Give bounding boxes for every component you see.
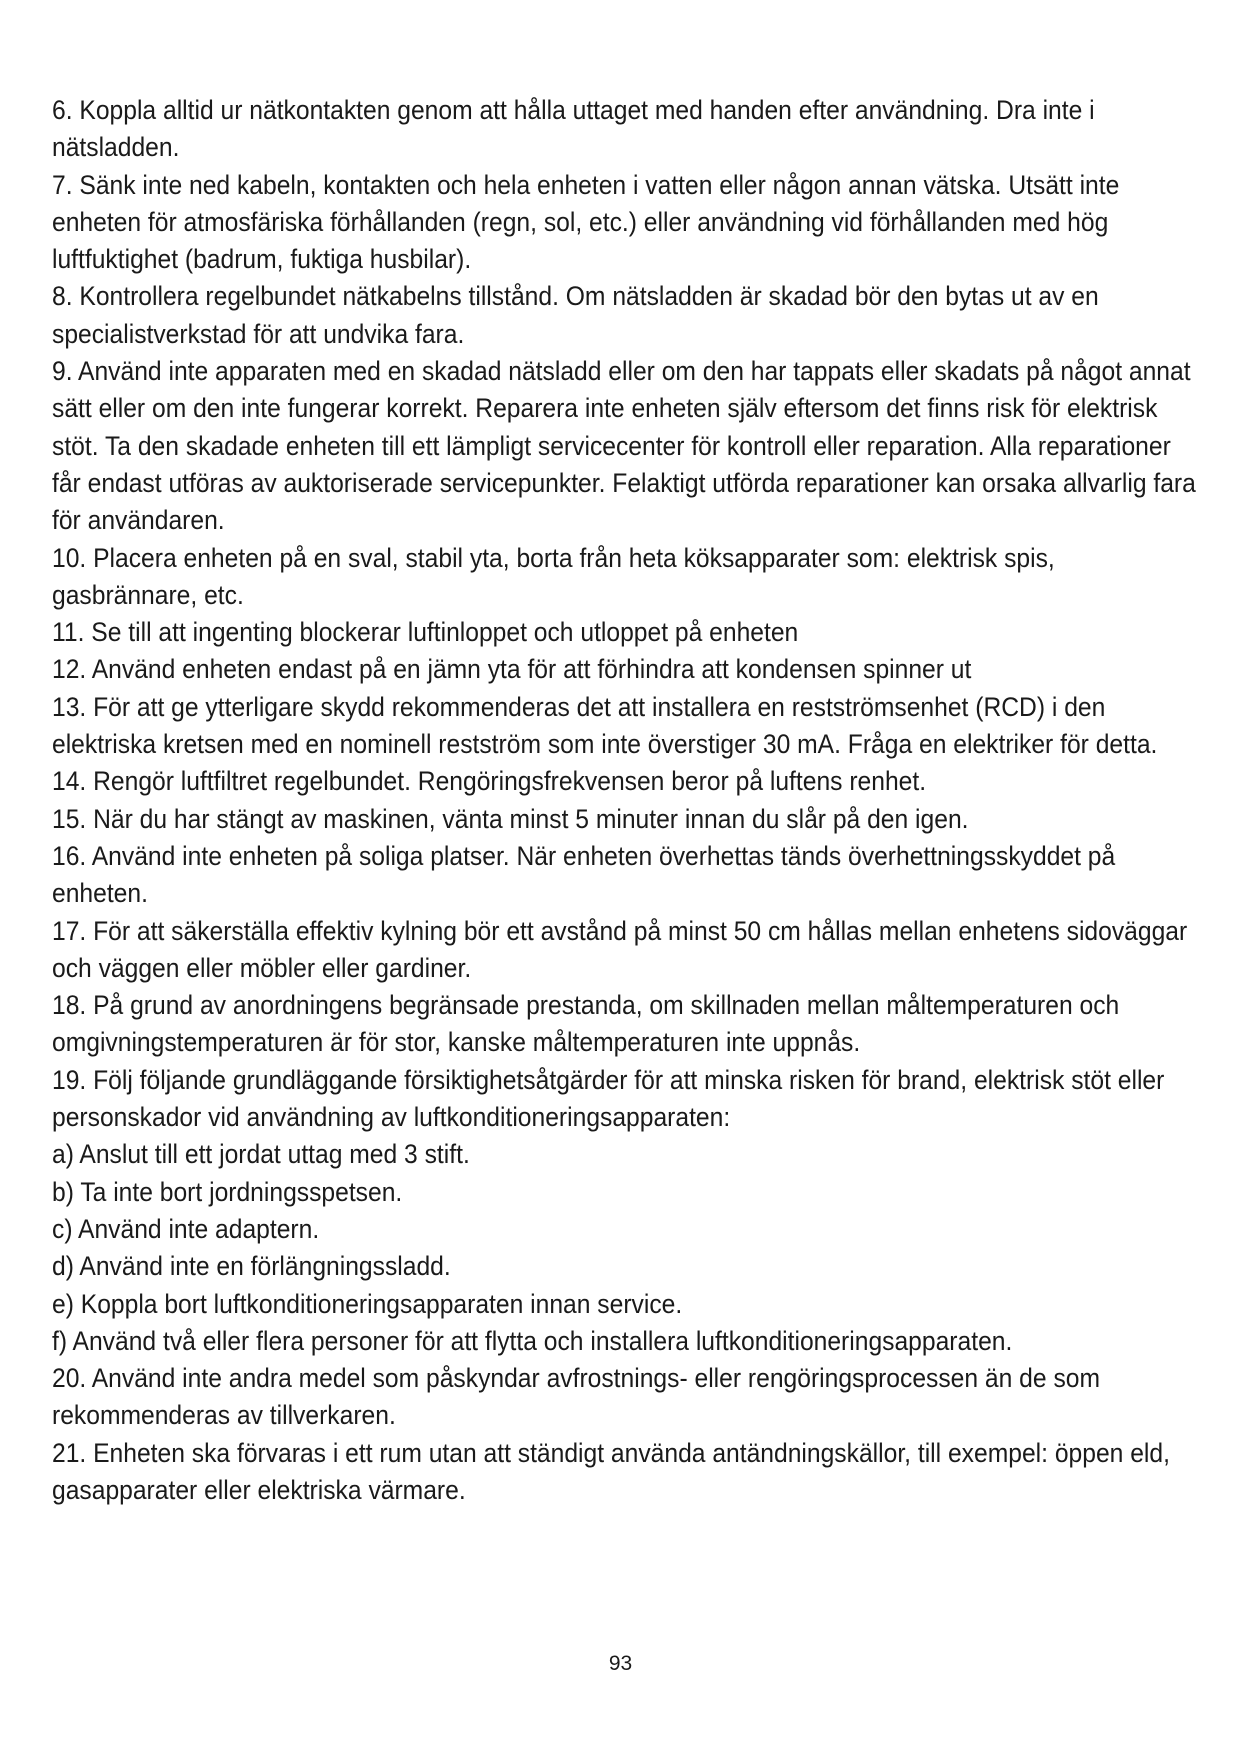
item-9: 9. Använd inte apparaten med en skadad nätsladd eller om den har tappats eller skadats på något annat sätt eller om den inte fungerar korrekt. Reparera inte enheten själv eftersom det finns risk för elektrisk stöt. Ta den skadade enheten till ett lämpligt servicecenter för kontroll eller reparation. Alla reparationer får endast utföras av auktoriserade servicepunkter. Felaktigt utförda reparationer kan orsaka allvarlig fara för användaren. (52, 356, 1196, 536)
item-19a: a) Anslut till ett jordat uttag med 3 stift. (52, 1139, 470, 1170)
item-18: 18. På grund av anordningens begränsade prestanda, om skillnaden mellan måltemperaturen och omgivningstemperaturen är för stor, kanske måltemperaturen inte uppnås. (52, 990, 1120, 1058)
item-19e: e) Koppla bort luftkonditioneringsapparaten innan service. (52, 1288, 683, 1319)
item-7: 7. Sänk inte ned kabeln, kontakten och hela enheten i vatten eller någon annan vätska. Utsätt inte enheten för atmosfäriska förhållanden (regn, sol, etc.) eller användning vid förhållanden med hög luftfuktighet (badrum, fuktiga husbilar). (52, 169, 1120, 275)
item-17: 17. För att säkerställa effektiv kylning bör ett avstånd på minst 50 cm hållas mellan enhetens sidoväggar och väggen eller möbler eller gardiner. (52, 915, 1188, 983)
item-16: 16. Använd inte enheten på soliga platser. När enheten överhettas tänds överhettningsskyddet på enheten. (52, 840, 1116, 909)
item-6: 6. Koppla alltid ur nätkontakten genom att hålla uttaget med handen efter användning. Dra inte i nätsladden. (52, 95, 1095, 163)
item-14: 14. Rengör luftfiltret regelbundet. Rengöringsfrekvensen beror på luftens renhet. (52, 766, 927, 797)
body-text (52, 92, 1202, 1509)
item-11: 11. Se till att ingenting blockerar luftinloppet och utloppet på enheten (52, 617, 799, 648)
item-19b: b) Ta inte bort jordningsspetsen. (52, 1176, 403, 1207)
page-number: 93 (608, 1652, 633, 1675)
item-13: 13. För att ge ytterligare skydd rekommenderas det att installera en restströmsenhet (RCD) i den elektriska kretsen med en nominell restström som inte överstiger 30 mA. Fråga en elektriker för detta. (52, 691, 1158, 760)
item-21: 21. Enheten ska förvaras i ett rum utan att ständigt använda antändningskällor, till exempel: öppen eld, gasapparater eller elektriska värmare. (52, 1437, 1170, 1505)
item-19: 19. Följ följande grundläggande försiktighetsåtgärder för att minska risken för brand, elektrisk stöt eller personskador vid användning av luftkonditioneringsapparaten: (52, 1064, 1165, 1133)
item-19d: d) Använd inte en förlängningssladd. (52, 1251, 451, 1282)
item-20: 20. Använd inte andra medel som påskyndar avfrostnings- eller rengöringsprocessen än de som rekommenderas av tillverkaren. (52, 1363, 1101, 1431)
item-19c: c) Använd inte adaptern. (52, 1213, 320, 1244)
item-12: 12. Använd enheten endast på en jämn yta för att förhindra att kondensen spinner ut (52, 654, 972, 685)
item-10: 10. Placera enheten på en sval, stabil yta, borta från heta köksapparater som: elektrisk spis, gasbrännare, etc. (52, 542, 1055, 610)
item-15: 15. När du har stängt av maskinen, vänta minst 5 minuter innan du slår på den igen. (52, 803, 969, 834)
item-8: 8. Kontrollera regelbundet nätkabelns tillstånd. Om nätsladden är skadad bör den bytas ut av en specialistverkstad för att undvika fara. (52, 281, 1099, 349)
item-19f: f) Använd två eller flera personer för att flytta och installera luftkonditioneringsapparaten. (52, 1325, 1013, 1356)
